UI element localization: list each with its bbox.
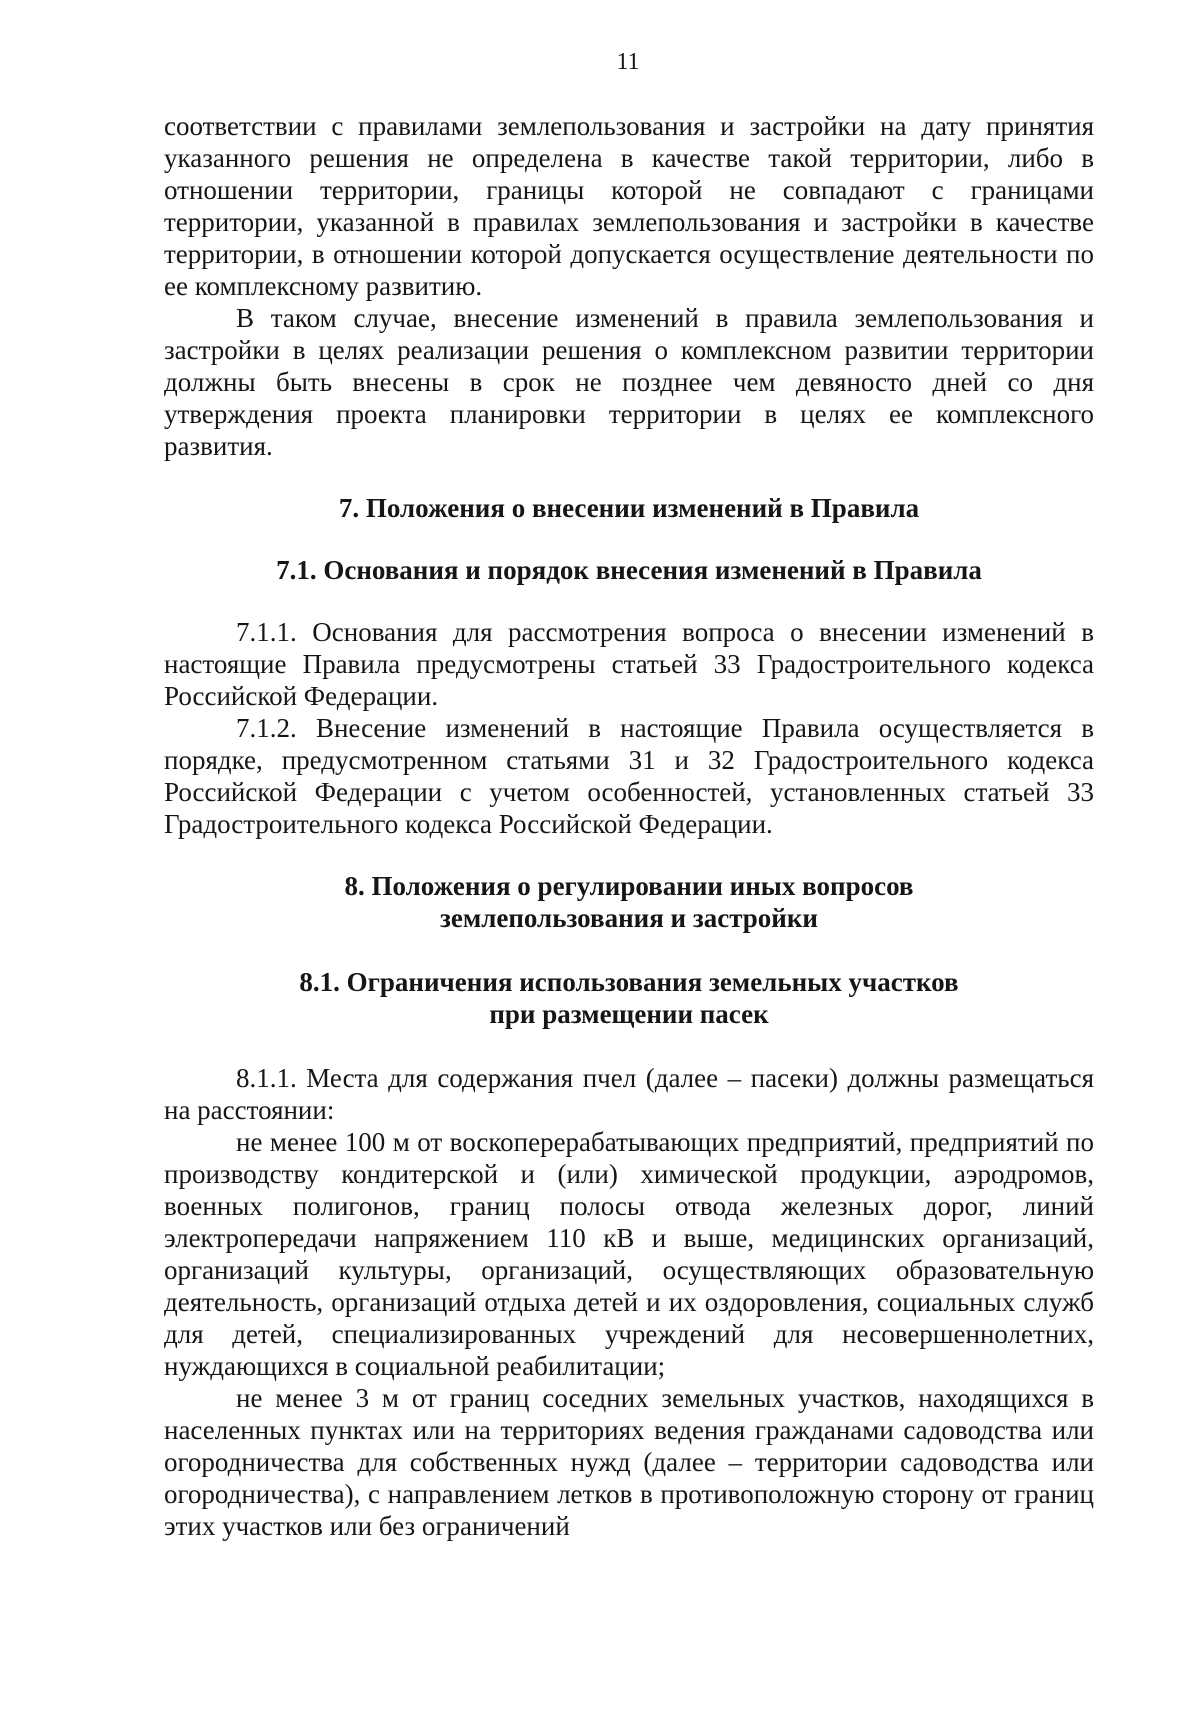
section-heading-8-line1: 8. Положения о регулировании иных вопросов [344, 871, 914, 901]
page-content [164, 110, 1094, 1542]
section-heading-7: 7. Положения о внесении изменений в Правила [338, 493, 920, 523]
subsection-heading-8-1-line1: 8.1. Ограничения использования земельных участков [299, 967, 959, 997]
clause-7-1-2: 7.1.2. Внесение изменений в настоящие Правила осуществляется в порядке, предусмотренном статьями 31 и 32 Градостроительного кодекса Российской Федерации с учетом особенностей, установленных статьей 33 Градостроительного кодекса Российской Федерации. [164, 713, 1094, 839]
paragraph-continuation: соответствии с правилами землепользования и застройки на дату принятия указанного решения не определена в качестве такой территории, либо в отношении территории, границы которой не совпадают с границами территории, указанной в правилах землепользования и застройки в качестве территории, в отношении которой допускается осуществление деятельности по ее комплексному развитию. [164, 111, 1094, 301]
clause-8-1-1: 8.1.1. Места для содержания пчел (далее – пасеки) должны размещаться на расстоянии: [164, 1063, 1094, 1125]
clause-7-1-1: 7.1.1. Основания для рассмотрения вопроса о внесении изменений в настоящие Правила предусмотрены статьей 33 Градостроительного кодекса Российской Федерации. [164, 617, 1094, 711]
distance-3m-item: не менее 3 м от границ соседних земельных участков, находящихся в населенных пунктах или на территориях ведения гражданами садоводства или огородничества для собственных нужд (далее – территории садоводства или огородничества), с направлением летков в противоположную сторону от границ этих участков или без ограничений [164, 1383, 1094, 1541]
section-heading-8 [164, 870, 1094, 934]
subsection-heading-7-1: 7.1. Основания и порядок внесения изменений в Правила [276, 555, 982, 585]
section-heading-8-line2: землепользования и застройки [440, 903, 818, 933]
subsection-heading-8-1 [164, 966, 1094, 1030]
distance-100m-item: не менее 100 м от воскоперерабатывающих предприятий, предприятий по производству кондитерской и (или) химической продукции, аэродромов, военных полигонов, границ полосы отвода железных дорог, линий электропередачи напряжением 110 кВ и выше, медицинских организаций, организаций культуры, организаций, осуществляющих образовательную деятельность, организаций отдыха детей и их оздоровления, социальных служб для детей, специализированных учреждений для несовершеннолетних, нуждающихся в социальной реабилитации; [164, 1127, 1094, 1381]
subsection-heading-8-1-line2: при размещении пасек [489, 999, 769, 1029]
paragraph-amendment-deadline: В таком случае, внесение изменений в правила землепользования и застройки в целях реализации решения о комплексном развитии территории должны быть внесены в срок не позднее чем девяносто дней со дня утверждения проекта планировки территории в целях ее комплексного развития. [164, 303, 1094, 461]
page-number: 11 [616, 49, 640, 75]
